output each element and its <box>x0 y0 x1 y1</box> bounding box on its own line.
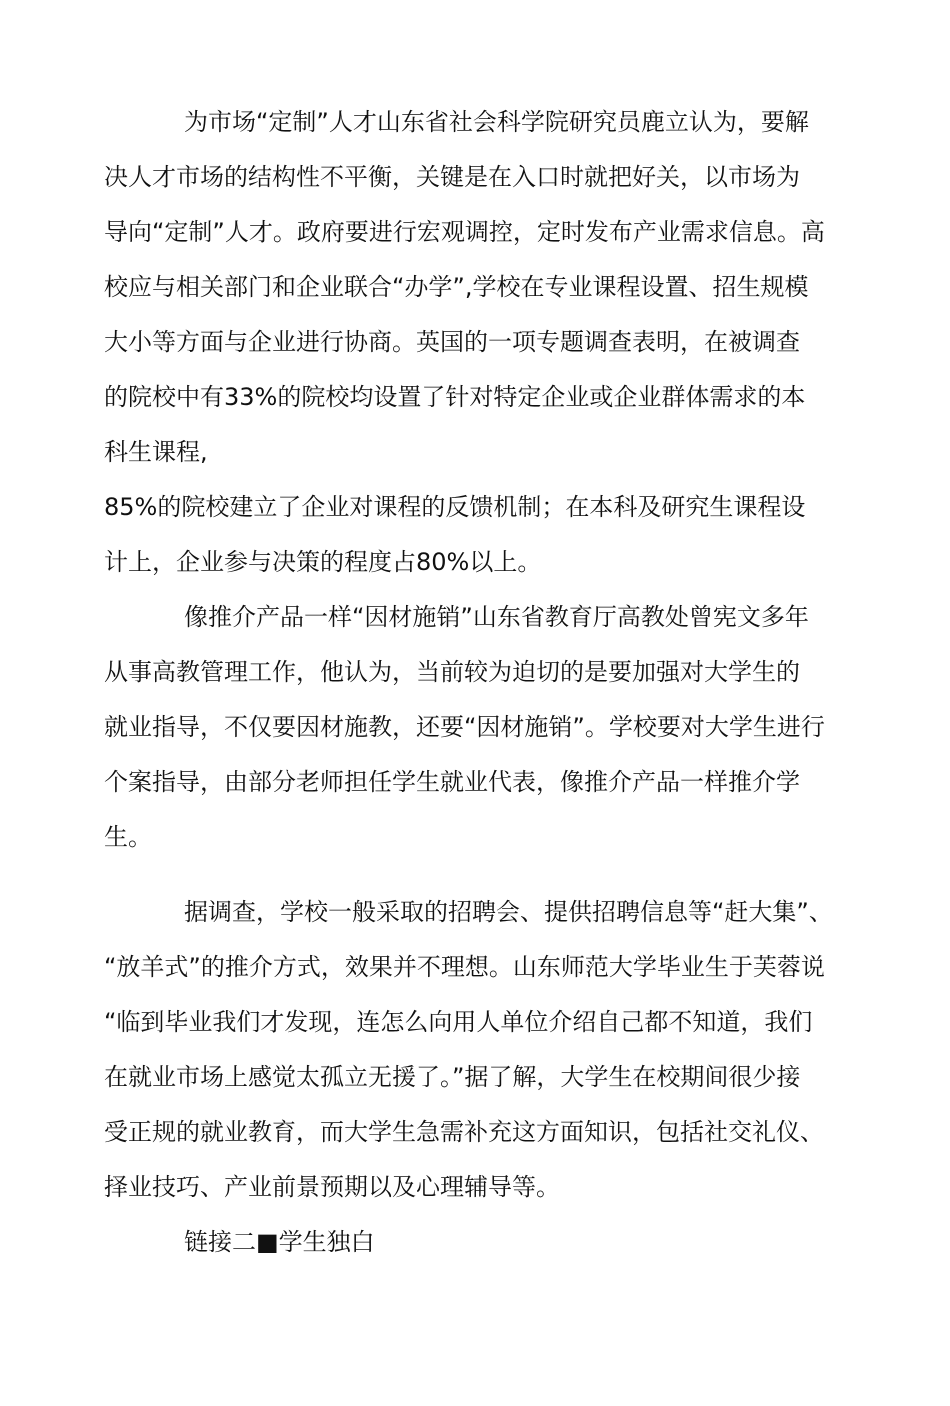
section-heading: 链接二■学生独白 <box>184 1228 375 1256</box>
paragraph-line: 的院校中有33%的院校均设置了针对特定企业或企业群体需求的本 <box>104 383 806 411</box>
paragraph-line: 像推介产品一样“因材施销”山东省教育厅高教处曾宪文多年 <box>184 603 809 631</box>
document-body <box>104 95 864 1270</box>
paragraph-line: 在就业市场上感觉太孤立无援了。”据了解，大学生在校期间很少接 <box>104 1063 801 1091</box>
paragraph-survey <box>104 885 864 1215</box>
paragraph-custom-talent <box>104 95 864 480</box>
paragraph-line: 生。 <box>104 823 152 851</box>
paragraph-line: 85%的院校建立了企业对课程的反馈机制；在本科及研究生课程设 <box>104 493 806 521</box>
paragraph-line: “临到毕业我们才发现，连怎么向用人单位介绍自己都不知道，我们 <box>104 1008 813 1036</box>
paragraph-line: 导向“定制”人才。政府要进行宏观调控，定时发布产业需求信息。高 <box>104 218 825 246</box>
paragraph-feedback-stats <box>104 480 864 590</box>
paragraph-line: 择业技巧、产业前景预期以及心理辅导等。 <box>104 1173 560 1201</box>
paragraph-line: 从事高教管理工作，他认为，当前较为迫切的是要加强对大学生的 <box>104 658 800 686</box>
paragraph-line: “放羊式”的推介方式，效果并不理想。山东师范大学毕业生于芙蓉说 <box>104 953 825 981</box>
paragraph-line: 科生课程, <box>104 438 208 466</box>
paragraph-line: 个案指导，由部分老师担任学生就业代表，像推介产品一样推介学 <box>104 768 800 796</box>
paragraph-line: 据调查，学校一般采取的招聘会、提供招聘信息等“赶大集”、 <box>184 898 833 926</box>
paragraph-gap <box>104 865 864 885</box>
paragraph-line: 大小等方面与企业进行协商。英国的一项专题调查表明，在被调查 <box>104 328 800 356</box>
paragraph-line: 计上，企业参与决策的程度占80%以上。 <box>104 548 542 576</box>
paragraph-line: 决人才市场的结构性不平衡，关键是在入口时就把好关，以市场为 <box>104 163 800 191</box>
paragraph-line: 为市场“定制”人才山东省社会科学院研究员鹿立认为，要解 <box>184 108 809 136</box>
paragraph-line: 就业指导，不仅要因材施教，还要“因材施销”。学校要对大学生进行 <box>104 713 825 741</box>
paragraph-line: 校应与相关部门和企业联合“办学”,学校在专业课程设置、招生规模 <box>104 273 809 301</box>
paragraph-line: 受正规的就业教育，而大学生急需补充这方面知识，包括社交礼仪、 <box>104 1118 824 1146</box>
section-heading-link-two <box>104 1215 864 1270</box>
paragraph-promote-students <box>104 590 864 865</box>
